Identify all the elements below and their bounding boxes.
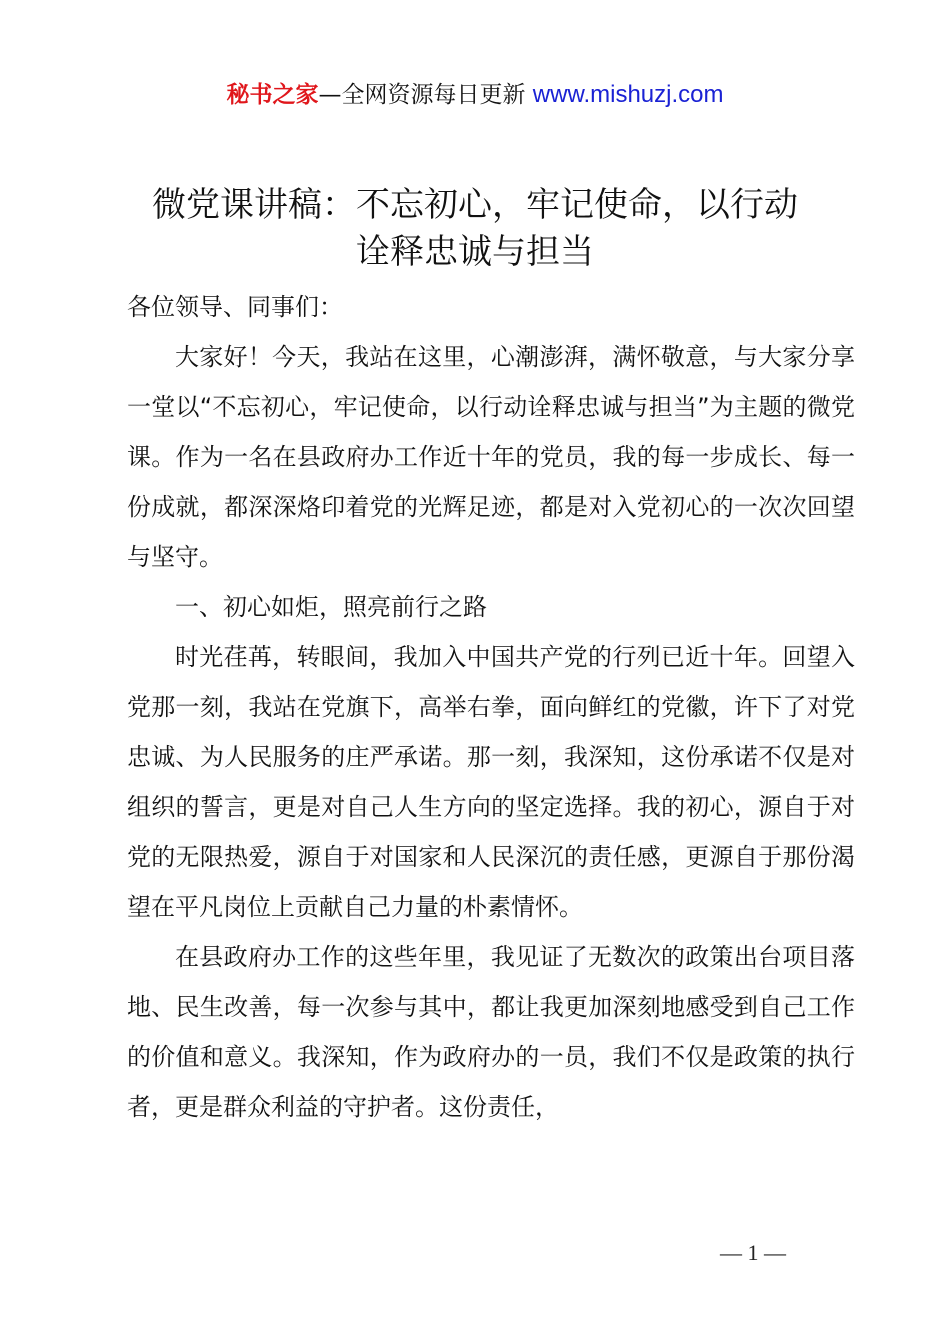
title-line-1: 微党课讲稿：不忘初心，牢记使命，以行动 — [152, 185, 798, 225]
salutation: 各位领导、同事们： — [127, 293, 343, 321]
document-body — [127, 282, 855, 1132]
paragraph-work-experience: 在县政府办工作的这些年里，我见证了无数次的政策出台项目落地、民生改善，每一次参与其中，都让我更加深刻地感受到自己工作的价值和意义。我深知，作为政府办的一员，我们不仅是政策的执行者，更是群众利益的守护者。这份责任， — [127, 943, 855, 1121]
brand-name: 秘书之家 — [226, 82, 319, 108]
page-number: — 1 — — [720, 1240, 786, 1265]
site-header — [0, 78, 950, 112]
title-line-2: 诠释忠诚与担当 — [356, 232, 594, 272]
section-heading-1: 一、初心如炬，照亮前行之路 — [175, 593, 487, 621]
site-url[interactable]: www.mishuzj.com — [532, 81, 724, 108]
paragraph-initial-aspiration: 时光荏苒，转眼间，我加入中国共产党的行列已近十年。回望入党那一刻，我站在党旗下，高举右拳，面向鲜红的党徽，许下了对党忠诚、为人民服务的庄严承诺。那一刻，我深知，这份承诺不仅是对组织的誓言，更是对自己人生方向的坚定选择。我的初心，源自于对党的无限热爱，源自于对国家和人民深沉的责任感，更源自于那份渴望在平凡岗位上贡献自己力量的朴素情怀。 — [127, 643, 855, 921]
header-slogan: —全网资源每日更新 — [318, 82, 533, 108]
paragraph-intro: 大家好！今天，我站在这里，心潮澎湃，满怀敬意，与大家分享一堂以“不忘初心，牢记使命，以行动诠释忠诚与担当”为主题的微党课。作为一名在县政府办工作近十年的党员，我的每一步成长、每一份成就，都深深烙印着党的光辉足迹，都是对入党初心的一次次回望与坚守。 — [127, 343, 855, 571]
document-title — [100, 182, 850, 276]
